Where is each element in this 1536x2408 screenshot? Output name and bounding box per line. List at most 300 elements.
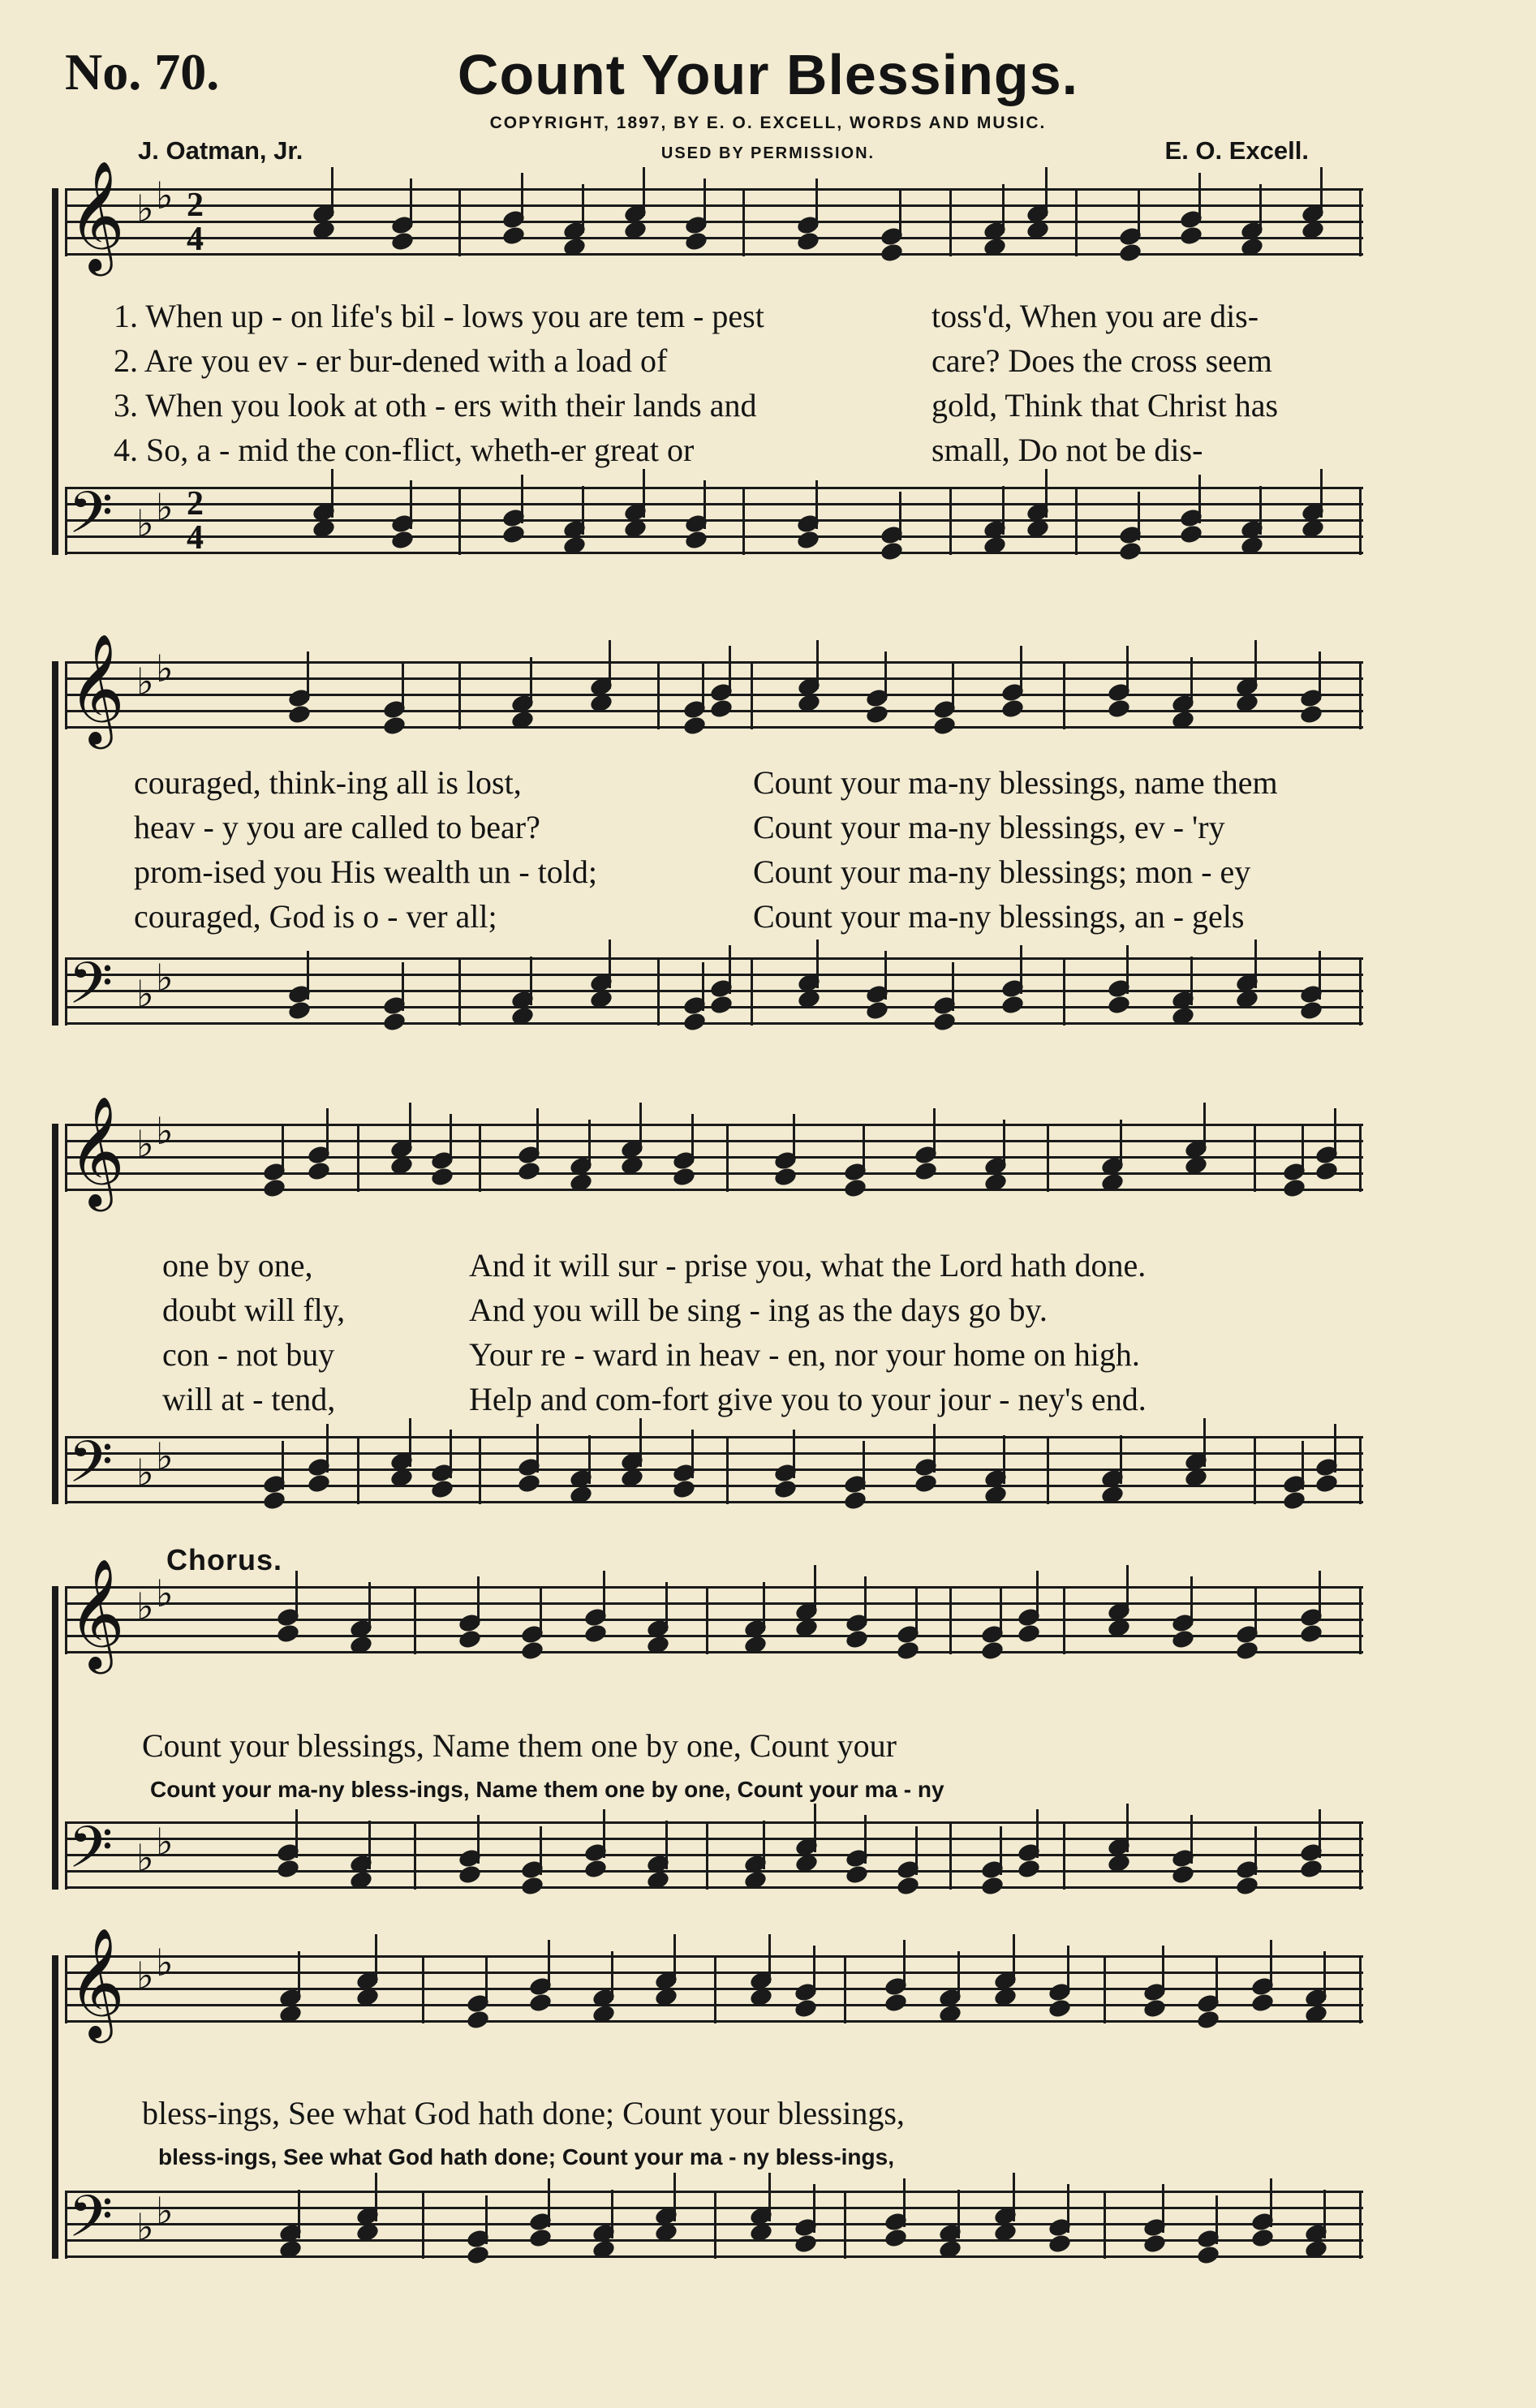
lyric-text: Count your ma-ny blessings, an - gels <box>753 898 1245 935</box>
lyric-text: heav - y you are called to bear? <box>134 809 540 845</box>
note-stem <box>1067 2184 1069 2233</box>
barline <box>1104 1955 1106 2023</box>
note-stem <box>1020 945 1022 994</box>
notehead <box>1282 1177 1307 1199</box>
note-stem <box>477 1815 480 1864</box>
lyric-text: Count your blessings, Name them one by one, Count your <box>142 1727 897 1764</box>
staff-line <box>65 1870 1363 1873</box>
lyricist-credit: J. Oatman, Jr. <box>138 136 303 165</box>
staff-line <box>65 1140 1363 1142</box>
notehead <box>501 225 526 247</box>
lyric-text: toss'd, When you are dis- <box>931 298 1259 334</box>
treble-clef-icon: 𝄞 <box>68 1926 125 2038</box>
note-stem <box>1254 940 1257 988</box>
note-stem <box>603 1571 605 1619</box>
key-signature-flat-icon: ♭ <box>156 956 174 1000</box>
notehead <box>895 1640 920 1662</box>
treble-clef-icon: 𝄞 <box>68 1094 125 1206</box>
note-stem <box>1319 651 1321 700</box>
barline <box>726 1436 729 1504</box>
note-stem <box>903 1940 906 1989</box>
staff-line <box>65 1452 1363 1455</box>
note-stem <box>1126 945 1129 994</box>
notehead <box>528 2227 553 2249</box>
staff-line <box>65 519 1363 522</box>
staff-line <box>65 1172 1363 1175</box>
note-stem <box>952 962 954 1011</box>
notehead <box>457 1864 482 1886</box>
note-stem <box>933 1424 936 1473</box>
note-stem <box>863 1125 865 1174</box>
note-stem <box>1162 2184 1164 2233</box>
key-signature-flat-icon: ♭ <box>156 647 174 690</box>
notehead <box>286 703 312 725</box>
note-stem <box>540 1588 542 1636</box>
notehead <box>1016 1623 1041 1645</box>
bass-staff <box>65 950 1363 1031</box>
note-stem <box>530 957 532 1005</box>
note-stem <box>884 951 887 1000</box>
note-stem <box>864 1815 867 1864</box>
note-stem <box>326 1108 329 1157</box>
notehead <box>913 1160 938 1182</box>
lyric-text: doubt will fly, <box>162 1292 346 1328</box>
note-stem <box>1259 184 1262 233</box>
notehead <box>932 1011 957 1033</box>
lyric-text: care? Does the cross seem <box>931 342 1272 379</box>
time-signature-bottom: 4 <box>187 221 204 258</box>
note-stem <box>1000 1826 1002 1875</box>
notehead <box>1298 703 1323 725</box>
lyric-text: gold, Think that Christ has <box>931 387 1279 424</box>
treble-staff <box>65 632 1363 744</box>
note-stem <box>957 1951 960 2000</box>
notehead <box>520 1640 545 1662</box>
staff-line <box>65 1501 1363 1503</box>
barline <box>414 1821 416 1890</box>
staff-line <box>65 1635 1363 1637</box>
note-stem <box>1334 1424 1336 1473</box>
note-stem <box>331 167 333 216</box>
note-stem <box>409 1103 411 1151</box>
notehead <box>1000 994 1026 1016</box>
note-stem <box>952 663 954 712</box>
note-stem <box>1120 1435 1122 1484</box>
time-signature-top: 2 <box>187 187 204 224</box>
barline <box>479 1124 481 1192</box>
notehead <box>793 2233 818 2255</box>
notehead <box>683 230 708 252</box>
hymn-number: No. 70. <box>65 43 220 101</box>
notehead <box>1178 523 1203 545</box>
lyric-text: Count your ma-ny blessings; mon - ey <box>753 854 1251 890</box>
note-stem <box>1162 1946 1164 1994</box>
notehead <box>1048 1997 1073 2019</box>
note-stem <box>521 173 523 221</box>
barline <box>714 2191 716 2259</box>
barline <box>1359 1436 1362 1504</box>
staff-line <box>65 1436 1363 1438</box>
note-stem <box>643 469 645 518</box>
note-stem <box>729 646 731 694</box>
staff-line <box>65 1156 1363 1159</box>
system-brace <box>52 1955 58 2259</box>
note-stem <box>1319 1809 1321 1858</box>
chorus-lower-lyric: bless-ings, See what God hath done; Count your ma - ny bless-ings, <box>158 2144 894 2169</box>
staff-line <box>65 957 1363 960</box>
key-signature-flat-icon: ♭ <box>136 1954 154 1997</box>
key-signature-flat-icon: ♭ <box>136 501 154 545</box>
note-stem <box>1190 657 1193 706</box>
time-signature-top: 2 <box>187 485 204 522</box>
lyric-text: 3. When you look at oth - ers with their lands and <box>114 387 757 424</box>
notehead <box>1000 698 1026 720</box>
key-signature-flat-icon: ♭ <box>136 2205 154 2249</box>
key-signature-flat-icon: ♭ <box>136 1122 154 1166</box>
notehead <box>845 1864 870 1886</box>
barline <box>1075 487 1078 555</box>
notehead <box>390 529 415 551</box>
note-stem <box>1045 469 1048 518</box>
notehead <box>1196 2244 1221 2266</box>
barline <box>726 1124 729 1192</box>
system-brace <box>52 1124 58 1504</box>
notehead <box>793 1997 818 2019</box>
barline <box>1359 188 1362 256</box>
notehead <box>1250 2227 1275 2249</box>
note-stem <box>1323 1951 1326 2000</box>
staff-line <box>65 661 1363 664</box>
staff-line <box>65 1602 1363 1605</box>
note-stem <box>1002 184 1005 233</box>
note-stem <box>639 1103 642 1151</box>
notehead <box>796 230 821 252</box>
note-stem <box>402 962 404 1011</box>
note-stem <box>813 1946 815 1994</box>
staff-line <box>65 487 1363 489</box>
note-stem <box>903 2178 906 2227</box>
note-stem <box>298 1951 300 2000</box>
notehead <box>1298 1000 1323 1021</box>
notehead <box>773 1166 798 1188</box>
note-stem <box>933 1108 936 1157</box>
notehead <box>913 1473 938 1494</box>
composer-credit: E. O. Excell. <box>1164 136 1309 165</box>
hymn-title: Count Your Blessings. <box>457 43 1079 106</box>
notehead <box>528 1992 553 2014</box>
note-stem <box>768 2173 771 2221</box>
note-stem <box>1320 469 1323 518</box>
note-stem <box>1013 1934 1015 1983</box>
notehead <box>516 1473 541 1494</box>
note-stem <box>307 951 309 1000</box>
note-stem <box>410 480 412 529</box>
barline <box>1104 2191 1106 2259</box>
key-signature-flat-icon: ♭ <box>156 1820 174 1864</box>
notehead <box>1048 2233 1073 2255</box>
key-signature-flat-icon: ♭ <box>136 972 154 1016</box>
barline <box>742 188 745 256</box>
notehead <box>843 1490 868 1511</box>
note-stem <box>282 1441 284 1490</box>
note-stem <box>793 1114 795 1163</box>
note-stem <box>609 640 611 689</box>
note-stem <box>409 1418 411 1467</box>
notehead <box>932 715 957 737</box>
note-stem <box>691 1430 694 1478</box>
barline <box>357 1124 359 1192</box>
notehead <box>1016 1858 1041 1880</box>
chorus-lower-lyric: Count your ma-ny bless-ings, Name them one by one, Count your ma - ny <box>150 1777 944 1802</box>
note-stem <box>1198 475 1201 523</box>
notehead <box>796 529 821 551</box>
barline <box>458 487 461 555</box>
treble-clef-icon: 𝄞 <box>68 1557 125 1669</box>
barline <box>458 661 461 729</box>
note-stem <box>1319 951 1321 1000</box>
notehead <box>773 1478 798 1500</box>
barline <box>714 1955 716 2023</box>
note-stem <box>729 945 731 994</box>
notehead <box>1178 225 1203 247</box>
bass-staff <box>65 1814 1363 1895</box>
notehead <box>465 2009 490 2031</box>
notehead <box>672 1478 697 1500</box>
note-stem <box>1020 646 1022 694</box>
barline <box>1047 1436 1049 1504</box>
notehead <box>286 1000 312 1021</box>
notehead <box>306 1473 331 1494</box>
key-signature-flat-icon: ♭ <box>156 1434 174 1478</box>
barline <box>65 1436 67 1504</box>
note-stem <box>703 178 706 227</box>
note-stem <box>1013 2173 1015 2221</box>
lyric-text: 1. When up - on life's bil - lows you are tem - pest <box>114 298 764 334</box>
staff-line <box>65 237 1363 239</box>
note-stem <box>521 475 523 523</box>
staff-line <box>65 974 1363 976</box>
note-stem <box>1126 1565 1129 1614</box>
staff-line <box>65 1651 1363 1653</box>
staff-line <box>65 1124 1363 1126</box>
note-stem <box>1036 1809 1039 1858</box>
note-stem <box>582 486 584 535</box>
time-signature-bottom: 4 <box>187 519 204 557</box>
barline <box>844 1955 846 2023</box>
note-stem <box>326 1424 329 1473</box>
note-stem <box>548 1940 550 1989</box>
note-stem <box>609 940 611 988</box>
note-stem <box>691 1114 694 1163</box>
note-stem <box>410 178 412 227</box>
note-stem <box>884 651 887 700</box>
barline <box>742 487 745 555</box>
note-stem <box>899 190 901 239</box>
note-stem <box>1045 167 1048 216</box>
notehead <box>708 994 734 1016</box>
key-signature-flat-icon: ♭ <box>136 187 154 230</box>
note-stem <box>915 1588 918 1636</box>
barline <box>65 188 67 256</box>
chorus-label: Chorus. <box>166 1543 283 1576</box>
bass-clef-icon: 𝄢 <box>68 1814 114 1895</box>
lyric-text: will at - tend, <box>162 1381 336 1417</box>
staff-line <box>65 726 1363 729</box>
time-signature <box>187 487 204 555</box>
note-stem <box>1323 2190 1326 2238</box>
note-stem <box>1302 1441 1304 1490</box>
note-stem <box>1254 1588 1257 1636</box>
lyric-text: Count your ma-ny blessings, name them <box>753 764 1278 801</box>
barline <box>1063 1586 1065 1654</box>
lyric-text: bless-ings, See what God hath done; Count your blessings, <box>142 2095 905 2131</box>
barline <box>706 1821 708 1890</box>
note-stem <box>1203 1103 1206 1151</box>
barline <box>1359 1955 1362 2023</box>
note-stem <box>1259 486 1262 535</box>
barline <box>1359 2191 1362 2259</box>
notehead <box>864 703 889 725</box>
bass-staff <box>65 1429 1363 1510</box>
key-signature-flat-icon: ♭ <box>136 1836 154 1880</box>
note-stem <box>814 1565 816 1614</box>
note-stem <box>485 1957 488 2006</box>
barline <box>414 1586 416 1654</box>
notehead <box>520 1875 545 1897</box>
lyric-text: prom-ised you His wealth un - told; <box>134 854 598 890</box>
note-stem <box>588 1435 591 1484</box>
key-signature-flat-icon: ♭ <box>156 485 174 529</box>
barline <box>751 957 753 1026</box>
system-brace <box>52 1586 58 1890</box>
lyric-text: small, Do not be dis- <box>931 432 1203 468</box>
note-stem <box>530 657 532 706</box>
note-stem <box>768 1934 771 1983</box>
barline <box>657 661 660 729</box>
notehead <box>683 529 708 551</box>
barline <box>357 1436 359 1504</box>
key-signature-flat-icon: ♭ <box>156 1109 174 1153</box>
notehead <box>1117 540 1142 562</box>
note-stem <box>814 1804 816 1852</box>
note-stem <box>402 663 404 712</box>
note-stem <box>1002 486 1005 535</box>
notehead <box>1142 1997 1168 2019</box>
staff-line <box>65 677 1363 680</box>
note-stem <box>588 1120 591 1168</box>
note-stem <box>477 1576 480 1625</box>
lyric-text: And you will be sing - ing as the days go by. <box>469 1292 1048 1328</box>
note-stem <box>375 2173 377 2221</box>
note-stem <box>1138 190 1140 239</box>
notehead <box>979 1640 1005 1662</box>
note-stem <box>703 480 706 529</box>
barline <box>1063 1821 1065 1890</box>
barline <box>458 188 461 256</box>
bass-clef-icon: 𝄢 <box>68 479 114 561</box>
note-stem <box>298 2190 300 2238</box>
barline <box>1359 1586 1362 1654</box>
notehead <box>261 1177 286 1199</box>
note-stem <box>643 167 645 216</box>
notehead <box>457 1628 482 1650</box>
note-stem <box>815 178 818 227</box>
system-brace <box>52 661 58 1026</box>
barline <box>479 1436 481 1504</box>
time-signature <box>187 188 204 256</box>
treble-clef-icon: 𝄞 <box>68 632 125 744</box>
key-signature-flat-icon: ♭ <box>136 1585 154 1628</box>
staff-line <box>65 1821 1363 1824</box>
note-stem <box>1254 640 1257 689</box>
notehead <box>1298 1858 1323 1880</box>
note-stem <box>611 1951 613 2000</box>
staff-line <box>65 1189 1363 1191</box>
barline <box>949 1821 952 1890</box>
notehead <box>1142 2233 1168 2255</box>
staff-line <box>65 204 1363 207</box>
note-stem <box>1126 1804 1129 1852</box>
copyright-notice: COPYRIGHT, 1897, BY E. O. EXCELL, WORDS AND MUSIC. <box>489 114 1047 132</box>
notehead <box>1234 1640 1259 1662</box>
notehead <box>1171 1628 1196 1650</box>
bass-clef-icon: 𝄢 <box>68 2183 114 2264</box>
barline <box>949 1586 952 1654</box>
notehead <box>465 2244 490 2266</box>
notehead <box>979 1875 1005 1897</box>
notehead <box>895 1875 920 1897</box>
note-stem <box>1203 1418 1206 1467</box>
note-stem <box>1270 1940 1272 1989</box>
lyric-text: con - not buy <box>162 1336 335 1373</box>
barline <box>751 661 753 729</box>
lyric-text: 2. Are you ev - er bur-dened with a load of <box>114 342 668 379</box>
notehead <box>276 1623 301 1645</box>
note-stem <box>1254 1826 1257 1875</box>
barline <box>65 661 67 729</box>
note-stem <box>295 1571 298 1619</box>
barline <box>65 2191 67 2259</box>
staff-line <box>65 1619 1363 1621</box>
staff-line <box>65 503 1363 505</box>
note-stem <box>450 1114 452 1163</box>
notehead <box>1107 994 1132 1016</box>
note-stem <box>1215 2195 1218 2244</box>
barline <box>1047 1124 1049 1192</box>
note-stem <box>307 651 309 700</box>
permission-notice: USED BY PERMISSION. <box>660 144 876 162</box>
note-stem <box>536 1424 539 1473</box>
note-stem <box>702 962 704 1011</box>
notehead <box>682 1011 708 1033</box>
note-stem <box>1319 1571 1321 1619</box>
note-stem <box>816 940 819 988</box>
key-signature-flat-icon: ♭ <box>156 174 174 217</box>
notehead <box>879 242 904 264</box>
note-stem <box>864 1576 867 1625</box>
note-stem <box>603 1809 605 1858</box>
staff-line <box>65 221 1363 223</box>
notehead <box>1298 1623 1323 1645</box>
note-stem <box>1270 2178 1272 2227</box>
notehead <box>682 715 708 737</box>
barline <box>1359 1124 1362 1192</box>
barline <box>422 1955 424 2023</box>
bass-clef-icon: 𝄢 <box>68 950 114 1031</box>
note-stem <box>536 1108 539 1157</box>
notehead <box>845 1628 870 1650</box>
notehead <box>1107 698 1132 720</box>
